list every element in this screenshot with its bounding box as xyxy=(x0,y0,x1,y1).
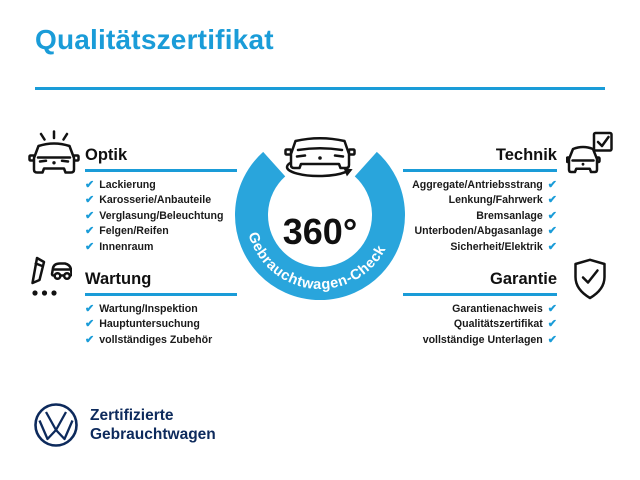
check-item-label: Aggregate/Antriebsstrang xyxy=(412,179,543,191)
brand-wordmark xyxy=(90,406,216,444)
check-item-label: Sicherheit/Elektrik xyxy=(450,240,543,253)
check-item xyxy=(412,193,557,208)
check-item-label: Qualitätszertifikat xyxy=(453,318,543,331)
shield-check-icon xyxy=(573,258,607,300)
check-icon: ✔ xyxy=(547,333,557,346)
check-item-label: Lenkung/Fahrwerk xyxy=(448,194,543,207)
section-rule-optik xyxy=(85,169,237,172)
check-icon: ✔ xyxy=(547,225,557,238)
car-shine-icon xyxy=(27,126,81,180)
check-item-label: Garantienachweis xyxy=(452,303,543,315)
check-item-label: vollständige Unterlagen xyxy=(422,333,543,346)
check-icon: ✔ xyxy=(547,303,557,315)
wartung-item-list xyxy=(85,302,212,348)
check-icon: ✔ xyxy=(85,179,95,191)
check-icon: ✔ xyxy=(85,194,95,207)
check-item xyxy=(423,333,557,348)
check-item-label: Bremsanlage xyxy=(476,209,543,222)
check-icon: ✔ xyxy=(85,225,95,238)
check-icon: ✔ xyxy=(85,333,95,346)
ring-curved-label: Gebrauchtwagen-Check xyxy=(244,230,390,294)
check-item xyxy=(412,240,557,255)
check-item-label: Innenraum xyxy=(99,240,154,253)
check-item-label: Hauptuntersuchung xyxy=(99,318,200,331)
check-icon: ✔ xyxy=(85,303,95,315)
check-item xyxy=(85,224,223,239)
check-icon: ✔ xyxy=(85,240,95,253)
check-icon: ✔ xyxy=(547,318,557,331)
check-icon: ✔ xyxy=(85,318,95,331)
brand-line-2: Gebrauchtwagen xyxy=(90,426,216,443)
check-icon: ✔ xyxy=(547,240,557,253)
title-divider xyxy=(35,87,605,90)
technik-item-list xyxy=(412,178,557,255)
vw-logo xyxy=(33,402,79,448)
check-item xyxy=(412,224,557,239)
check-item-label: Karosserie/Anbauteile xyxy=(99,194,212,207)
check-item-label: vollständiges Zubehör xyxy=(99,333,213,346)
check-icon: ✔ xyxy=(547,179,557,191)
page-title: Qualitätszertifikat xyxy=(35,24,274,55)
section-title-technik: Technik xyxy=(495,146,557,164)
car-360-icon xyxy=(286,138,355,176)
check-item-label: Felgen/Reifen xyxy=(99,225,169,238)
check-item-label: Lackierung xyxy=(99,179,156,191)
check-icon: ✔ xyxy=(547,194,557,207)
check-item xyxy=(412,209,557,224)
garantie-item-list xyxy=(423,302,557,348)
check-item xyxy=(85,178,223,193)
checklist-car-icon xyxy=(26,254,72,300)
check-item xyxy=(412,178,557,193)
check-item-label: Verglasung/Beleuchtung xyxy=(99,209,224,222)
check-item xyxy=(85,193,223,208)
check-item xyxy=(85,333,212,348)
360-check-badge xyxy=(225,120,415,310)
check-icon: ✔ xyxy=(85,209,95,222)
section-title-garantie: Garantie xyxy=(490,270,557,288)
check-item-label: Unterboden/Abgasanlage xyxy=(414,225,543,238)
section-rule-garantie xyxy=(403,293,557,296)
check-item xyxy=(423,317,557,332)
check-item xyxy=(85,209,223,224)
degree-value: 360° xyxy=(282,211,358,252)
section-title-optik: Optik xyxy=(85,146,128,164)
check-item xyxy=(85,317,212,332)
car-checkbox-icon xyxy=(566,130,614,178)
check-item xyxy=(85,302,212,317)
brand-line-1: Zertifizierte xyxy=(90,407,174,424)
section-title-wartung: Wartung xyxy=(85,270,152,288)
section-rule-wartung xyxy=(85,293,237,296)
check-item xyxy=(423,302,557,317)
check-item xyxy=(85,240,223,255)
check-item-label: Wartung/Inspektion xyxy=(99,303,198,315)
optik-item-list xyxy=(85,178,223,255)
section-rule-technik xyxy=(403,169,557,172)
check-icon: ✔ xyxy=(547,209,557,222)
